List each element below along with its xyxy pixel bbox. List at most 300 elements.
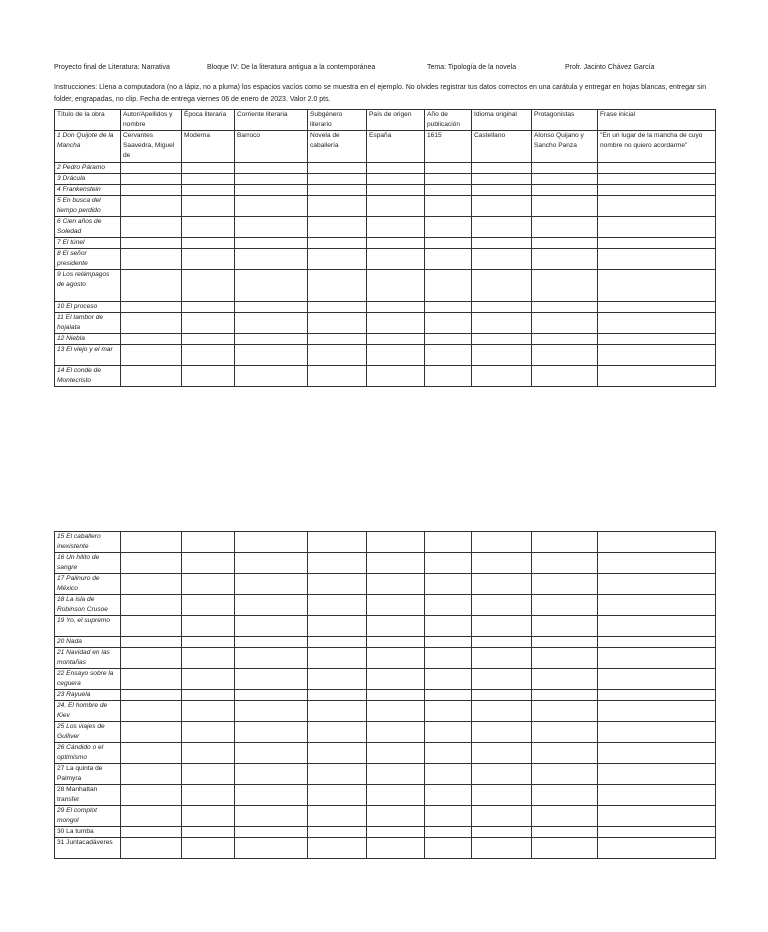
empty-cell[interactable] xyxy=(532,553,598,574)
empty-cell[interactable] xyxy=(425,334,472,345)
empty-cell[interactable] xyxy=(425,553,472,574)
empty-cell[interactable] xyxy=(235,185,308,196)
empty-cell[interactable] xyxy=(598,648,716,669)
empty-cell[interactable] xyxy=(425,648,472,669)
empty-cell[interactable] xyxy=(532,345,598,366)
empty-cell[interactable] xyxy=(308,764,367,785)
empty-cell[interactable] xyxy=(598,838,716,859)
empty-cell[interactable] xyxy=(425,174,472,185)
novel-table-page-1 xyxy=(54,109,716,387)
empty-cell[interactable] xyxy=(308,838,367,859)
empty-cell[interactable] xyxy=(235,690,308,701)
empty-cell[interactable] xyxy=(121,366,182,387)
empty-cell[interactable] xyxy=(121,217,182,238)
table-row xyxy=(55,785,716,806)
empty-cell[interactable] xyxy=(598,217,716,238)
empty-cell[interactable] xyxy=(367,196,425,217)
empty-cell[interactable] xyxy=(235,616,308,637)
empty-cell[interactable] xyxy=(182,185,235,196)
empty-cell[interactable] xyxy=(425,163,472,174)
empty-cell[interactable] xyxy=(367,238,425,249)
empty-cell[interactable] xyxy=(532,648,598,669)
empty-cell[interactable] xyxy=(121,648,182,669)
empty-cell[interactable] xyxy=(308,637,367,648)
empty-cell[interactable] xyxy=(598,616,716,637)
empty-cell[interactable] xyxy=(425,196,472,217)
empty-cell[interactable] xyxy=(235,669,308,690)
empty-cell[interactable] xyxy=(121,669,182,690)
empty-cell[interactable] xyxy=(235,163,308,174)
empty-cell[interactable] xyxy=(121,334,182,345)
empty-cell[interactable] xyxy=(121,553,182,574)
empty-cell[interactable] xyxy=(121,838,182,859)
empty-cell[interactable] xyxy=(425,313,472,334)
empty-cell[interactable] xyxy=(235,532,308,553)
empty-cell[interactable] xyxy=(367,553,425,574)
empty-cell[interactable] xyxy=(598,532,716,553)
empty-cell[interactable] xyxy=(182,690,235,701)
empty-cell[interactable] xyxy=(367,669,425,690)
empty-cell[interactable] xyxy=(121,174,182,185)
book-title-cell: 21 Navidad en las montañas xyxy=(55,648,121,669)
empty-cell[interactable] xyxy=(532,366,598,387)
empty-cell[interactable] xyxy=(235,785,308,806)
empty-cell[interactable] xyxy=(367,648,425,669)
empty-cell[interactable] xyxy=(425,366,472,387)
empty-cell[interactable] xyxy=(367,690,425,701)
empty-cell[interactable] xyxy=(308,238,367,249)
empty-cell[interactable] xyxy=(532,637,598,648)
table-row xyxy=(55,669,716,690)
empty-cell[interactable] xyxy=(532,163,598,174)
empty-cell[interactable] xyxy=(121,313,182,334)
empty-cell[interactable] xyxy=(121,249,182,270)
empty-cell[interactable] xyxy=(598,743,716,764)
empty-cell[interactable] xyxy=(598,302,716,313)
empty-cell[interactable] xyxy=(472,185,532,196)
empty-cell[interactable] xyxy=(308,196,367,217)
empty-cell[interactable] xyxy=(472,722,532,743)
empty-cell[interactable] xyxy=(367,574,425,595)
empty-cell[interactable] xyxy=(472,345,532,366)
empty-cell[interactable] xyxy=(308,345,367,366)
empty-cell[interactable] xyxy=(367,722,425,743)
empty-cell[interactable] xyxy=(182,238,235,249)
empty-cell[interactable] xyxy=(182,345,235,366)
empty-cell[interactable] xyxy=(121,196,182,217)
empty-cell[interactable] xyxy=(425,669,472,690)
empty-cell[interactable] xyxy=(425,302,472,313)
empty-cell[interactable] xyxy=(235,764,308,785)
empty-cell[interactable] xyxy=(182,553,235,574)
empty-cell[interactable] xyxy=(472,785,532,806)
empty-cell[interactable] xyxy=(532,249,598,270)
empty-cell[interactable] xyxy=(121,701,182,722)
empty-cell[interactable] xyxy=(121,595,182,616)
empty-cell[interactable] xyxy=(235,270,308,302)
empty-cell[interactable] xyxy=(182,827,235,838)
empty-cell[interactable] xyxy=(425,764,472,785)
empty-cell[interactable] xyxy=(598,366,716,387)
empty-cell[interactable] xyxy=(308,249,367,270)
empty-cell[interactable] xyxy=(308,669,367,690)
empty-cell[interactable] xyxy=(121,827,182,838)
empty-cell[interactable] xyxy=(121,764,182,785)
book-title-cell: 5 En busca del tiempo perdido xyxy=(55,196,121,217)
empty-cell[interactable] xyxy=(308,722,367,743)
empty-cell[interactable] xyxy=(121,574,182,595)
empty-cell[interactable] xyxy=(425,616,472,637)
empty-cell[interactable] xyxy=(472,217,532,238)
empty-cell[interactable] xyxy=(235,249,308,270)
empty-cell[interactable] xyxy=(235,196,308,217)
empty-cell[interactable] xyxy=(367,302,425,313)
empty-cell[interactable] xyxy=(425,217,472,238)
empty-cell[interactable] xyxy=(425,722,472,743)
empty-cell[interactable] xyxy=(235,238,308,249)
empty-cell[interactable] xyxy=(472,743,532,764)
empty-cell[interactable] xyxy=(182,838,235,859)
empty-cell[interactable] xyxy=(472,648,532,669)
empty-cell[interactable] xyxy=(472,238,532,249)
empty-cell[interactable] xyxy=(182,669,235,690)
empty-cell[interactable] xyxy=(235,366,308,387)
empty-cell[interactable] xyxy=(308,785,367,806)
empty-cell[interactable] xyxy=(598,270,716,302)
empty-cell[interactable] xyxy=(235,334,308,345)
empty-cell[interactable] xyxy=(598,595,716,616)
empty-cell[interactable] xyxy=(532,174,598,185)
empty-cell[interactable] xyxy=(121,806,182,827)
empty-cell[interactable] xyxy=(532,574,598,595)
empty-cell[interactable] xyxy=(182,334,235,345)
empty-cell[interactable] xyxy=(121,238,182,249)
empty-cell[interactable] xyxy=(182,595,235,616)
empty-cell[interactable] xyxy=(472,196,532,217)
column-header: Autor/Apellidos y nombre xyxy=(121,110,182,131)
empty-cell[interactable] xyxy=(532,313,598,334)
empty-cell[interactable] xyxy=(308,532,367,553)
table-row xyxy=(55,163,716,174)
empty-cell[interactable] xyxy=(598,806,716,827)
empty-cell[interactable] xyxy=(532,532,598,553)
empty-cell[interactable] xyxy=(182,648,235,669)
empty-cell[interactable] xyxy=(308,701,367,722)
empty-cell[interactable] xyxy=(367,595,425,616)
empty-cell[interactable] xyxy=(425,806,472,827)
teacher-name: Profr. Jacinto Chávez García xyxy=(565,64,655,71)
empty-cell[interactable] xyxy=(472,595,532,616)
empty-cell[interactable] xyxy=(598,669,716,690)
empty-cell[interactable] xyxy=(425,838,472,859)
empty-cell[interactable] xyxy=(532,238,598,249)
empty-cell[interactable] xyxy=(598,345,716,366)
empty-cell[interactable] xyxy=(472,690,532,701)
empty-cell[interactable] xyxy=(308,270,367,302)
empty-cell[interactable] xyxy=(532,196,598,217)
empty-cell[interactable] xyxy=(532,785,598,806)
empty-cell[interactable] xyxy=(235,806,308,827)
empty-cell[interactable] xyxy=(425,701,472,722)
empty-cell[interactable] xyxy=(532,827,598,838)
empty-cell[interactable] xyxy=(598,785,716,806)
empty-cell[interactable] xyxy=(425,785,472,806)
empty-cell[interactable] xyxy=(472,270,532,302)
empty-cell[interactable] xyxy=(308,366,367,387)
empty-cell[interactable] xyxy=(425,185,472,196)
empty-cell[interactable] xyxy=(121,185,182,196)
empty-cell[interactable] xyxy=(472,574,532,595)
empty-cell[interactable] xyxy=(472,827,532,838)
empty-cell[interactable] xyxy=(598,185,716,196)
empty-cell[interactable] xyxy=(472,334,532,345)
empty-cell[interactable] xyxy=(425,827,472,838)
book-title-cell: 16 Un hilito de sangre xyxy=(55,553,121,574)
empty-cell[interactable] xyxy=(121,637,182,648)
empty-cell[interactable] xyxy=(532,838,598,859)
empty-cell[interactable] xyxy=(425,532,472,553)
empty-cell[interactable] xyxy=(235,637,308,648)
empty-cell[interactable] xyxy=(532,690,598,701)
empty-cell[interactable] xyxy=(235,743,308,764)
empty-cell[interactable] xyxy=(598,574,716,595)
empty-cell[interactable] xyxy=(532,185,598,196)
empty-cell[interactable] xyxy=(182,616,235,637)
empty-cell[interactable] xyxy=(532,722,598,743)
empty-cell[interactable] xyxy=(367,334,425,345)
empty-cell[interactable] xyxy=(598,827,716,838)
column-header: Idioma original xyxy=(472,110,532,131)
empty-cell[interactable] xyxy=(367,827,425,838)
empty-cell[interactable] xyxy=(532,743,598,764)
column-header: Corriente literaria xyxy=(235,110,308,131)
empty-cell[interactable] xyxy=(598,701,716,722)
empty-cell[interactable] xyxy=(598,249,716,270)
table-row xyxy=(55,238,716,249)
empty-cell[interactable] xyxy=(121,163,182,174)
empty-cell[interactable] xyxy=(367,616,425,637)
empty-cell[interactable] xyxy=(235,827,308,838)
empty-cell[interactable] xyxy=(598,238,716,249)
empty-cell[interactable] xyxy=(367,270,425,302)
empty-cell[interactable] xyxy=(308,743,367,764)
empty-cell[interactable] xyxy=(308,217,367,238)
column-header: Título de la obra xyxy=(55,110,121,131)
empty-cell[interactable] xyxy=(367,345,425,366)
empty-cell[interactable] xyxy=(121,785,182,806)
empty-cell[interactable] xyxy=(121,270,182,302)
empty-cell[interactable] xyxy=(308,574,367,595)
empty-cell[interactable] xyxy=(598,553,716,574)
empty-cell[interactable] xyxy=(598,196,716,217)
topic-title: Tema: Tipología de la novela xyxy=(427,64,517,71)
empty-cell[interactable] xyxy=(472,701,532,722)
empty-cell[interactable] xyxy=(235,313,308,334)
empty-cell[interactable] xyxy=(308,174,367,185)
empty-cell[interactable] xyxy=(308,595,367,616)
empty-cell[interactable] xyxy=(367,185,425,196)
empty-cell[interactable] xyxy=(472,302,532,313)
block-title: Bloque IV: De la literatura antigua a la contemporánea xyxy=(207,64,376,71)
empty-cell[interactable] xyxy=(598,722,716,743)
empty-cell[interactable] xyxy=(308,185,367,196)
table-row xyxy=(55,690,716,701)
empty-cell[interactable] xyxy=(532,701,598,722)
empty-cell[interactable] xyxy=(308,690,367,701)
empty-cell[interactable] xyxy=(182,302,235,313)
empty-cell[interactable] xyxy=(235,174,308,185)
empty-cell[interactable] xyxy=(235,302,308,313)
empty-cell[interactable] xyxy=(472,313,532,334)
empty-cell[interactable] xyxy=(472,366,532,387)
empty-cell[interactable] xyxy=(367,366,425,387)
empty-cell[interactable] xyxy=(235,838,308,859)
empty-cell[interactable] xyxy=(308,553,367,574)
project-title: Proyecto final de Literatura: Narrativa xyxy=(54,64,170,71)
empty-cell[interactable] xyxy=(308,616,367,637)
table-row xyxy=(55,345,716,366)
empty-cell[interactable] xyxy=(472,637,532,648)
empty-cell[interactable] xyxy=(367,174,425,185)
empty-cell[interactable] xyxy=(598,637,716,648)
empty-cell[interactable] xyxy=(425,238,472,249)
empty-cell[interactable] xyxy=(235,574,308,595)
empty-cell[interactable] xyxy=(182,637,235,648)
empty-cell[interactable] xyxy=(235,648,308,669)
book-title-cell: 17 Palinuro de México xyxy=(55,574,121,595)
empty-cell[interactable] xyxy=(472,669,532,690)
empty-cell[interactable] xyxy=(367,313,425,334)
empty-cell[interactable] xyxy=(472,764,532,785)
empty-cell[interactable] xyxy=(121,302,182,313)
empty-cell[interactable] xyxy=(182,764,235,785)
empty-cell[interactable] xyxy=(425,345,472,366)
empty-cell[interactable] xyxy=(472,806,532,827)
table-row xyxy=(55,806,716,827)
example-cell: Barroco xyxy=(235,131,308,163)
empty-cell[interactable] xyxy=(367,249,425,270)
empty-cell[interactable] xyxy=(182,532,235,553)
table-row xyxy=(55,185,716,196)
empty-cell[interactable] xyxy=(367,785,425,806)
empty-cell[interactable] xyxy=(308,648,367,669)
empty-cell[interactable] xyxy=(182,313,235,334)
empty-cell[interactable] xyxy=(308,806,367,827)
empty-cell[interactable] xyxy=(425,690,472,701)
empty-cell[interactable] xyxy=(532,764,598,785)
empty-cell[interactable] xyxy=(532,334,598,345)
empty-cell[interactable] xyxy=(182,785,235,806)
empty-cell[interactable] xyxy=(182,743,235,764)
empty-cell[interactable] xyxy=(472,616,532,637)
empty-cell[interactable] xyxy=(308,827,367,838)
empty-cell[interactable] xyxy=(182,574,235,595)
empty-cell[interactable] xyxy=(182,701,235,722)
empty-cell[interactable] xyxy=(235,217,308,238)
empty-cell[interactable] xyxy=(425,270,472,302)
empty-cell[interactable] xyxy=(182,270,235,302)
table-row xyxy=(55,313,716,334)
empty-cell[interactable] xyxy=(121,690,182,701)
empty-cell[interactable] xyxy=(308,313,367,334)
empty-cell[interactable] xyxy=(308,302,367,313)
empty-cell[interactable] xyxy=(532,270,598,302)
empty-cell[interactable] xyxy=(598,163,716,174)
table-row xyxy=(55,616,716,637)
empty-cell[interactable] xyxy=(472,249,532,270)
empty-cell[interactable] xyxy=(598,764,716,785)
empty-cell[interactable] xyxy=(425,637,472,648)
empty-cell[interactable] xyxy=(367,806,425,827)
empty-cell[interactable] xyxy=(472,553,532,574)
empty-cell[interactable] xyxy=(472,532,532,553)
empty-cell[interactable] xyxy=(367,217,425,238)
empty-cell[interactable] xyxy=(425,249,472,270)
book-title-cell: 24. El hombre de Kiev xyxy=(55,701,121,722)
empty-cell[interactable] xyxy=(367,701,425,722)
empty-cell[interactable] xyxy=(367,743,425,764)
empty-cell[interactable] xyxy=(182,174,235,185)
empty-cell[interactable] xyxy=(425,595,472,616)
empty-cell[interactable] xyxy=(532,616,598,637)
empty-cell[interactable] xyxy=(182,196,235,217)
empty-cell[interactable] xyxy=(121,532,182,553)
empty-cell[interactable] xyxy=(532,806,598,827)
empty-cell[interactable] xyxy=(121,722,182,743)
empty-cell[interactable] xyxy=(182,163,235,174)
empty-cell[interactable] xyxy=(235,595,308,616)
empty-cell[interactable] xyxy=(308,334,367,345)
empty-cell[interactable] xyxy=(425,743,472,764)
empty-cell[interactable] xyxy=(235,345,308,366)
empty-cell[interactable] xyxy=(121,345,182,366)
empty-cell[interactable] xyxy=(182,217,235,238)
empty-cell[interactable] xyxy=(367,838,425,859)
empty-cell[interactable] xyxy=(598,690,716,701)
empty-cell[interactable] xyxy=(532,302,598,313)
empty-cell[interactable] xyxy=(235,722,308,743)
table-header-row xyxy=(55,110,716,131)
empty-cell[interactable] xyxy=(235,553,308,574)
empty-cell[interactable] xyxy=(182,722,235,743)
column-header: Subgénero literario xyxy=(308,110,367,131)
empty-cell[interactable] xyxy=(472,174,532,185)
empty-cell[interactable] xyxy=(182,249,235,270)
empty-cell[interactable] xyxy=(598,313,716,334)
empty-cell[interactable] xyxy=(182,806,235,827)
empty-cell[interactable] xyxy=(472,838,532,859)
empty-cell[interactable] xyxy=(425,574,472,595)
empty-cell[interactable] xyxy=(367,163,425,174)
book-title-cell: 1 Don Quijote de la Mancha xyxy=(55,131,121,163)
empty-cell[interactable] xyxy=(308,163,367,174)
empty-cell[interactable] xyxy=(367,532,425,553)
empty-cell[interactable] xyxy=(121,743,182,764)
empty-cell[interactable] xyxy=(598,334,716,345)
empty-cell[interactable] xyxy=(182,366,235,387)
empty-cell[interactable] xyxy=(598,174,716,185)
empty-cell[interactable] xyxy=(532,217,598,238)
empty-cell[interactable] xyxy=(532,595,598,616)
table-row xyxy=(55,743,716,764)
empty-cell[interactable] xyxy=(472,163,532,174)
empty-cell[interactable] xyxy=(235,701,308,722)
empty-cell[interactable] xyxy=(367,637,425,648)
empty-cell[interactable] xyxy=(367,764,425,785)
book-title-cell: 6 Cien años de Soledad xyxy=(55,217,121,238)
empty-cell[interactable] xyxy=(532,669,598,690)
empty-cell[interactable] xyxy=(121,616,182,637)
